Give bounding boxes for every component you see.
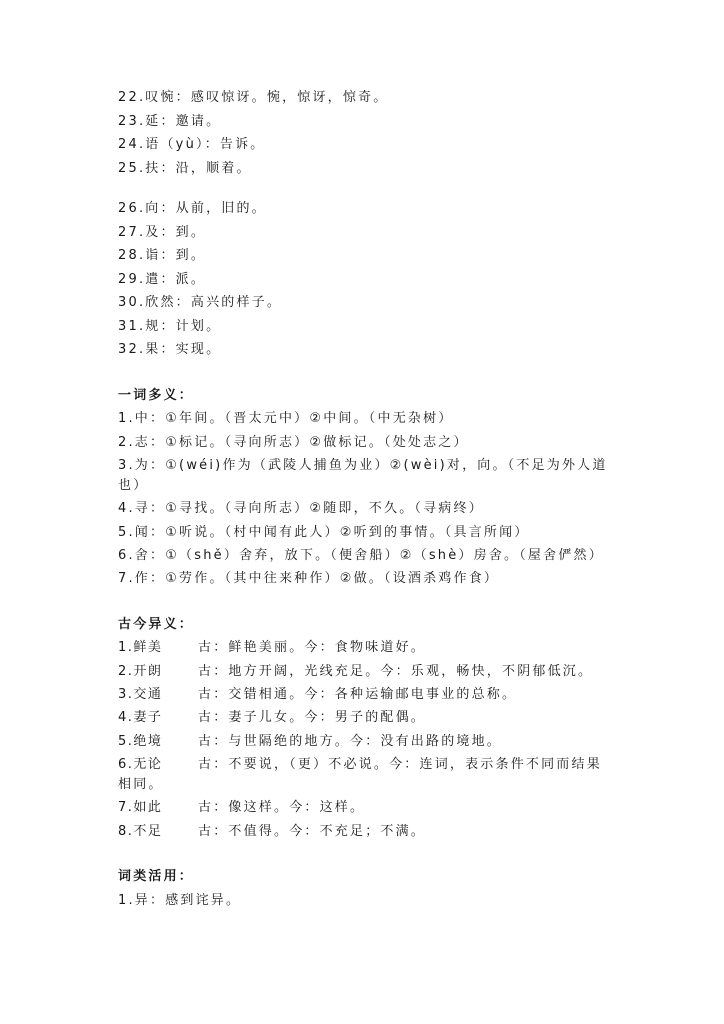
term: 4.妻子 xyxy=(118,710,163,725)
term: 6.无论 xyxy=(118,757,163,772)
term-explanation: 古：妻子儿女。今：男子的配偶。 xyxy=(198,710,427,725)
document-page xyxy=(118,86,610,912)
ancient-modern-item xyxy=(118,796,610,820)
term-explanation: 古：鲜艳美丽。今：食物味道好。 xyxy=(198,640,427,655)
word-class-item: 1.异：感到诧异。 xyxy=(118,892,242,908)
term-explanation: 古：交错相通。今：各种运输邮电事业的总称。 xyxy=(198,686,518,702)
ancient-modern-item xyxy=(118,820,610,844)
spacer xyxy=(118,362,610,384)
spacer xyxy=(118,180,610,197)
definition-line: 31.规：计划。 xyxy=(118,318,222,334)
definitions-section-1 xyxy=(118,86,610,180)
polysemy-item: 6.舍：①（shě）舍弃，放下。（便舍船）②（shè）房舍。（屋舍俨然） xyxy=(118,548,604,563)
ancient-modern-section xyxy=(118,613,610,844)
ancient-modern-item xyxy=(118,753,610,796)
polysemy-item: 3.为：①(wéi)作为（武陵人捕鱼为业）②(wèi)对，向。（不足为外人道也） xyxy=(118,458,608,493)
definition-line: 27.及：到。 xyxy=(118,224,207,240)
term: 1.鲜美 xyxy=(118,640,163,655)
definition-line: 23.延：邀请。 xyxy=(118,113,222,129)
section-heading: 古今异义： xyxy=(118,616,195,632)
definition-line: 28.诣：到。 xyxy=(118,248,207,263)
spacer xyxy=(118,591,610,613)
polysemy-item: 1.中：①年间。（晋太元中）②中间。（中无杂树） xyxy=(118,411,454,426)
term-explanation: 古：不要说，（更）不必说。今：连词，表示条件不同而结果相同。 xyxy=(118,757,602,792)
polysemy-item: 5.闻：①听说。（村中闻有此人）②听到的事情。（具言所闻） xyxy=(118,524,530,540)
term: 7.如此 xyxy=(118,800,163,815)
ancient-modern-item xyxy=(118,660,610,683)
term-explanation: 古：地方开阔，光线充足。今：乐观，畅快，不阴郁低沉。 xyxy=(198,663,594,679)
definition-line: 30.欣然：高兴的样子。 xyxy=(118,295,283,310)
term: 2.开朗 xyxy=(118,663,163,679)
definitions-section-2 xyxy=(118,197,610,362)
polysemy-section xyxy=(118,384,610,591)
definition-line: 25.扶：沿，顺着。 xyxy=(118,160,252,176)
spacer xyxy=(118,843,610,865)
section-heading: 一词多义： xyxy=(118,387,195,403)
ancient-modern-item xyxy=(118,706,610,730)
polysemy-item: 7.作：①劳作。（其中往来种作）②做。（设酒杀鸡作食） xyxy=(118,571,500,586)
ancient-modern-item xyxy=(118,683,610,707)
definition-line: 29.遣：派。 xyxy=(118,271,207,287)
term: 8.不足 xyxy=(118,823,163,839)
definition-line: 32.果：实现。 xyxy=(118,342,222,357)
term: 3.交通 xyxy=(118,686,163,702)
ancient-modern-item xyxy=(118,730,610,754)
word-class-section xyxy=(118,865,610,912)
term-explanation: 古：与世隔绝的地方。今：没有出路的境地。 xyxy=(198,733,503,749)
polysemy-item: 2.志：①标记。（寻向所志）②做标记。（处处志之） xyxy=(118,434,469,450)
polysemy-item: 4.寻：①寻找。（寻向所志）②随即，不久。（寻病终） xyxy=(118,501,484,516)
term-explanation: 古：像这样。今：这样。 xyxy=(198,800,366,815)
section-heading: 词类活用： xyxy=(118,869,195,884)
ancient-modern-item xyxy=(118,636,610,660)
definition-line: 26.向：从前，旧的。 xyxy=(118,201,267,216)
term-explanation: 古：不值得。今：不充足；不满。 xyxy=(198,823,427,839)
definition-line: 22.叹惋：感叹惊讶。惋，惊讶，惊奇。 xyxy=(118,90,389,105)
term: 5.绝境 xyxy=(118,733,163,749)
definition-line: 24.语（yù）：告诉。 xyxy=(118,137,266,152)
